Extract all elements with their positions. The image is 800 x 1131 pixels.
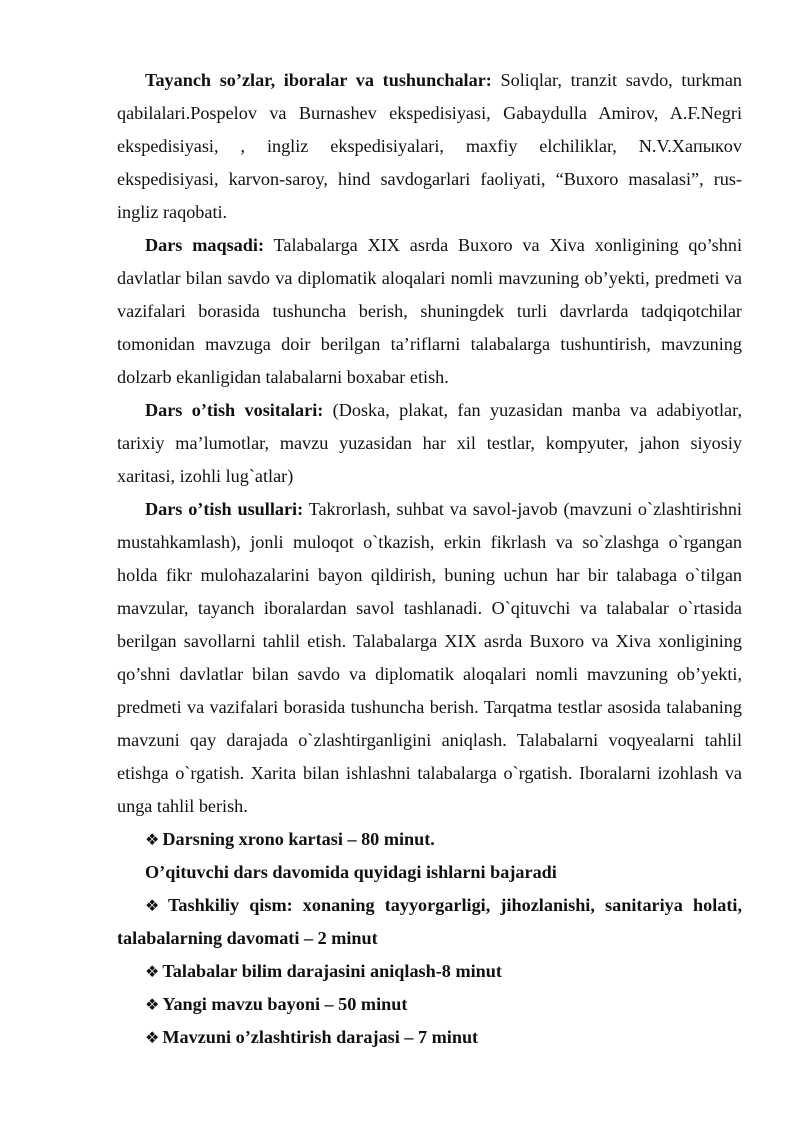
bullet-text: Yangi mavzu bayoni – 50 minut (162, 994, 408, 1014)
paragraph-heading: Dars o’tish vositalari: (145, 400, 324, 420)
chrono-line (117, 823, 742, 856)
paragraph-text: (Doska, plakat, fan yuzasidan manba va adabiyotlar, tarixiy ma’lumotlar, mavzu yuzasidan har xil testlar, kompyuter, jahon siyosiy xaritasi, izohli lug`atlar) (117, 400, 743, 486)
diamond-bullet-icon: ❖ (145, 962, 160, 981)
diamond-bullet-icon: ❖ (145, 896, 165, 915)
chrono-text: Darsning xrono kartasi – 80 minut. (162, 829, 435, 849)
paragraph-text: Takrorlash, suhbat va savol-javob (mavzuni o`zlashtirishni mustahkamlash), jonli muloqot o`tkazish, erkin fikrlash va so`zlashga o`rgangan holda fikr mulohazalarini bayon qildirish, buning uchun har bir talabaga o`tilgan mavzular, tayanch iboralardan savol tashlanadi. O`qituvchi va talabalar o`rtasida berilgan savollarni tahlil etish. Talabalarga XIX asrda Buxoro va Xiva xonligining qo’shni davlatlar bilan savdo va diplomatik aloqalari nomli mavzuning ob’yekti, predmeti va vazifalari borasida tushuncha berish. Tarqatma testlar asosida talabaning mavzuni qay darajada o`zlashtirganligini aniqlash. Talabalarni voqyealarni tahlil etishga o`rgatish. Xarita bilan ishlashni talabalarga o`rgatish. Iboralarni izohlash va unga tahlil berish. (117, 499, 742, 816)
bullet-item-organizational (117, 889, 742, 955)
teacher-line: O’qituvchi dars davomida quyidagi ishlarni bajaradi (145, 862, 557, 882)
bullet-text: Mavzuni o’zlashtirish darajasi – 7 minut (162, 1027, 479, 1047)
paragraph-lesson-methods (117, 493, 742, 823)
diamond-bullet-icon: ❖ (145, 995, 160, 1014)
paragraph-key-terms (117, 64, 742, 229)
bullet-item-knowledge-check (117, 955, 742, 988)
paragraph-text: Talabalarga XIX asrda Buxoro va Xiva xonligining qo’shni davlatlar bilan savdo va diplomatik aloqalari nomli mavzuning ob’yekti, predmeti va vazifalari borasida tushuncha berish, shuningdek turli davrlarda tadqiqotchilar tomonidan mavzuga doir berilgan ta’riflarni talabalarga tushuntirish, mavzuning dolzarb ekanligidan talabalarni boxabar etish. (117, 235, 742, 387)
diamond-bullet-icon: ❖ (145, 1028, 160, 1047)
diamond-bullet-icon: ❖ (145, 830, 160, 849)
paragraph-lesson-tools (117, 394, 742, 493)
bullet-text: Talabalar bilim darajasini aniqlash-8 minut (162, 961, 502, 981)
paragraph-text: Soliqlar, tranzit savdo, turkman qabilalari.Pospelov va Burnashev ekspedisiyasi, Gabaydulla Amirov, A.F.Negri ekspedisiyasi, , ingliz ekspedisiyalari, maxfiy elchiliklar, N.V.Xaпыкov ekspedisiyasi, karvon-saroy, hind savdogarlari faoliyati, “Buxoro masalasi”, rus-ingliz raqobati. (117, 70, 742, 222)
document-body (117, 64, 742, 1054)
bullet-item-new-topic (117, 988, 742, 1021)
bullet-item-mastery-level (117, 1021, 742, 1054)
paragraph-heading: Tayanch so’zlar, iboralar va tushunchalar: (145, 70, 492, 90)
paragraph-lesson-goal (117, 229, 742, 394)
bullet-text: Tashkiliy qism: xonaning tayyorgarligi, jihozlanishi, sanitariya holati, talabalarning davomati – 2 minut (117, 895, 742, 948)
paragraph-heading: Dars o’tish usullari: (145, 499, 304, 519)
paragraph-heading: Dars maqsadi: (145, 235, 264, 255)
